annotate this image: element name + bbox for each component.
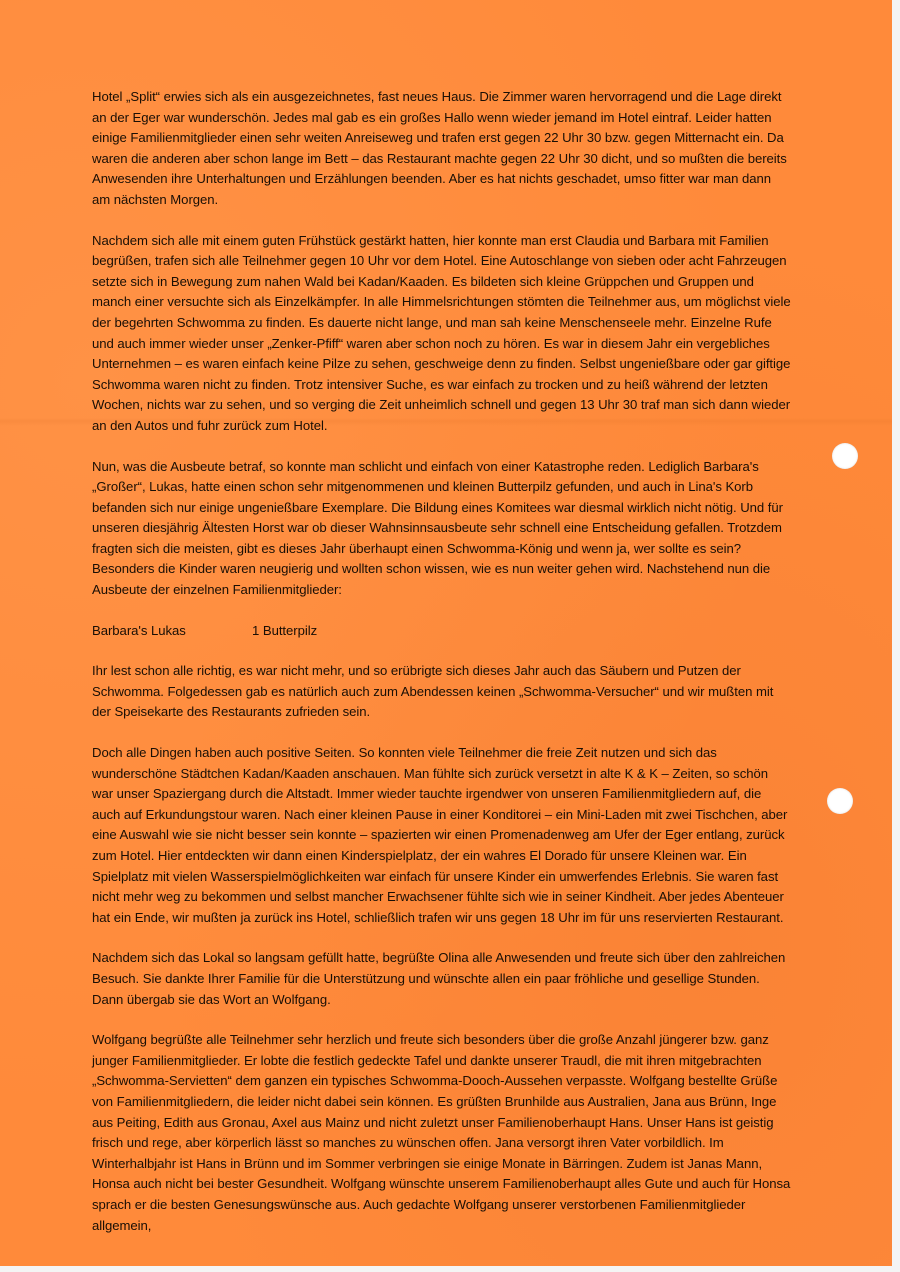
- paragraph-olina-welcome: Nachdem sich das Lokal so langsam gefüllt hatte, begrüßte Olina alle Anwesenden und freute sich über den zahlreichen Besuch. Sie dankte Ihrer Familie für die Unterstützung und wünschte allen ein paar fröhliche und gesellige Stunden. Dann übergab sie das Wort an Wolfgang.: [92, 950, 786, 1007]
- document-body: [92, 87, 792, 1236]
- paragraph-no-cleaning: Ihr lest schon alle richtig, es war nicht mehr, und so erübrigte sich dieses Jahr auch das Säubern und Putzen der Schwomma. Folgedessen gab es natürlich auch zum Abendessen keinen „Schwomma-Versucher“ und wir mußten mit der Speisekarte des Restaurants zufrieden sein.: [92, 663, 774, 720]
- result-person: Barbara's Lukas: [92, 622, 186, 638]
- paragraph-mushroom-search: Nachdem sich alle mit einem guten Frühstück gestärkt hatten, hier konnte man erst Claudia und Barbara mit Familien begrüßen, trafen sich alle Teilnehmer gegen 10 Uhr vor dem Hotel. Eine Autoschlange von sieben oder acht Fahrzeugen setzte sich in Bewegung zum nahen Wald bei Kadan/Kaaden. Es bildeten sich kleine Grüppchen und Gruppen und manch einer versuchte sich als Einzelkämpfer. In alle Himmelsrichtungen stömten die Teilnehmer aus, um möglichst viele der begehrten Schwomma zu finden. Es dauerte nicht lange, und man sah keine Menschenseele mehr. Einzelne Rufe und auch immer wieder unser „Zenker-Pfiff“ waren aber schon noch zu hören. Es war in diesem Jahr ein vergebliches Unternehmen – es waren einfach keine Pilze zu sehen, geschweige denn zu finden. Selbst ungenießbare oder gar giftige Schwomma waren nicht zu finden. Trotz intensiver Suche, es war einfach zu trocken und zu heiß während der letzten Wochen, nichts war zu sehen, und so verging die Zeit unheimlich schnell und gegen 13 Uhr 30 traf man sich dann wieder an den Autos und fuhr zurück zum Hotel.: [92, 232, 791, 433]
- result-row: [92, 621, 792, 642]
- paragraph-wolfgang-speech: Wolfgang begrüßte alle Teilnehmer sehr herzlich und freute sich besonders über die große Anzahl jüngerer bzw. ganz junger Familienmitglieder. Er lobte die festlich gedeckte Tafel und dankte unserer Traudl, die mit ihren mitgebrachten „Schwomma-Servietten“ dem ganzen ein typisches Schwomma-Dooch-Aussehen verpasste. Wolfgang bestellte Grüße von Familienmitgliedern, die leider nicht dabei sein können. Es grüßten Brunhilde aus Australien, Jana aus Brünn, Inge aus Peiting, Edith aus Gronau, Axel aus Mainz und nicht zuletzt unser Familienoberhaupt Hans. Unser Hans ist geistig frisch und rege, aber körperlich lässt so manches zu wünschen offen. Jana versorgt ihren Vater vorbildlich. Im Winterhalbjahr ist Hans in Brünn und im Sommer verbringen sie einige Monate in Bärringen. Zudem ist Janas Mann, Honsa auch nicht bei bester Gesundheit. Wolfgang wünschte unserem Familienoberhaupt alles Gute und auch für Honsa sprach er die besten Genesungswünsche aus. Auch gedachte Wolfgang unserer verstorbenen Familienmitglieder allgemein,: [92, 1032, 791, 1233]
- paragraph-hotel-split: Hotel „Split“ erwies sich als ein ausgezeichnetes, fast neues Haus. Die Zimmer waren hervorragend und die Lage direkt an der Eger war wunderschön. Jedes mal gab es ein großes Hallo wenn wieder jemand im Hotel eintraf. Leider hatten einige Familienmitglieder einen sehr weiten Anreiseweg und trafen erst gegen 22 Uhr 30 bzw. gegen Mitternacht ein. Da waren die anderen aber schon lange im Bett – das Restaurant machte gegen 22 Uhr 30 dicht, und so mußten die bereits Anwesenden ihre Unterhaltungen und Erzählungen beenden. Aber es hat nichts geschadet, umso fitter war man dann am nächsten Morgen.: [92, 89, 787, 207]
- punch-hole: [832, 443, 858, 469]
- punch-hole: [827, 788, 853, 814]
- paragraph-yield: Nun, was die Ausbeute betraf, so konnte man schlicht und einfach von einer Katastrophe reden. Lediglich Barbara's „Großer“, Lukas, hatte einen schon sehr mitgenommenen und kleinen Butterpilz gefunden, und auch in Lina's Korb befanden sich nur einige ungenießbare Exemplare. Die Bildung eines Komitees war diesmal wirklich nicht nötig. Und für unseren diesjährig Ältesten Horst war ob dieser Wahnsinnsausbeute sehr schnell eine Entscheidung gefallen. Trotzdem fragten sich die meisten, gibt es dieses Jahr überhaupt einen Schwomma-König und wenn ja, wer sollte es sein? Besonders die Kinder waren neugierig und wollten schon wissen, wie es nun weiter gehen wird. Nachstehend nun die Ausbeute der einzelnen Familienmitglieder:: [92, 458, 783, 598]
- paper-edge-bottom: [0, 1266, 900, 1272]
- paragraph-town-walk: Doch alle Dingen haben auch positive Seiten. So konnten viele Teilnehmer die freie Zeit nutzen und sich das wunderschöne Städtchen Kadan/Kaaden anschauen. Man fühlte sich zurück versetzt in alte K & K – Zeiten, so schön war unser Spaziergang durch die Altstadt. Immer wieder tauchte irgendwer von unseren Familienmitgliedern auf, die auch auf Erkundungstour waren. Nach einer kleinen Pause in einer Konditorei – ein Mini-Laden mit zwei Tischchen, aber eine Auswahl wie sie nicht besser sein konnte – spazierten wir einen Promenadenweg am Ufer der Eger entlang, zurück zum Hotel. Hier entdeckten wir dann einen Kinderspielplatz, der ein wahres El Dorado für unsere Kleinen war. Ein Spielplatz mit vielen Wasserspielmöglichkeiten war einfach für unsere Kinder ein umwerfendes Erlebnis. Sie waren fast nicht mehr weg zu bekommen und selbst mancher Erwachsener fühlte sich wie in seiner Kindheit. Aber jedes Abenteuer hat ein Ende, wir mußten ja zurück ins Hotel, schließlich trafen wir uns gegen 18 Uhr im für uns reservierten Restaurant.: [92, 745, 788, 925]
- paper-edge-right: [892, 0, 900, 1272]
- result-find: 1 Butterpilz: [252, 622, 318, 638]
